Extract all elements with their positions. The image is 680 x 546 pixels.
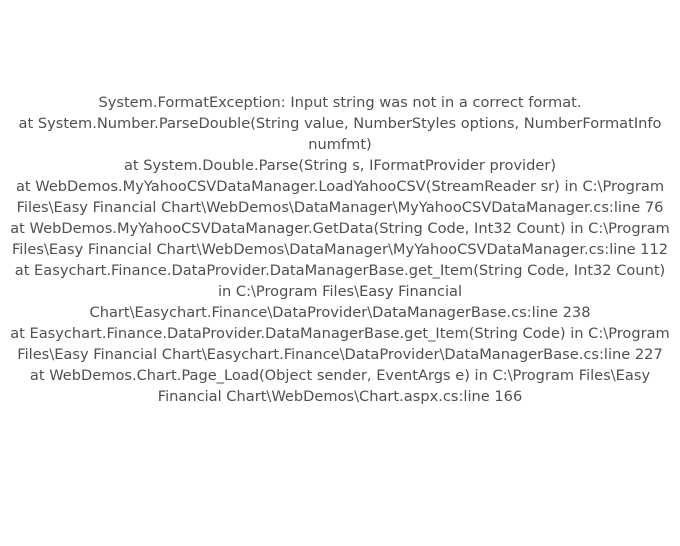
stack-trace-line: System.FormatException: Input string was not in a correct format. [98, 94, 582, 111]
stack-trace-line: at System.Double.Parse(String s, IFormatProvider provider) [123, 157, 557, 174]
stack-trace-line: at Easychart.Finance.DataProvider.DataManagerBase.get_Item(String Code, Int32 Count) in C:\Program Files\Easy Financial Chart\Easychart.Finance\DataProvider\DataManagerBase.cs:line 238 [14, 262, 670, 321]
stack-trace-block [0, 92, 680, 407]
stack-trace-line: at WebDemos.MyYahooCSVDataManager.GetData(String Code, Int32 Count) in C:\Program Files\Easy Financial Chart\WebDemos\DataManager\MyYahooCSVDataManager.cs:line 112 [10, 220, 675, 258]
stack-trace-line: at WebDemos.MyYahooCSVDataManager.LoadYahooCSV(StreamReader sr) in C:\Program Files\Easy Financial Chart\WebDemos\DataManager\MyYahooCSVDataManager.cs:line 76 [15, 178, 669, 216]
stack-trace-line: at WebDemos.Chart.Page_Load(Object sender, EventArgs e) in C:\Program Files\Easy Financial Chart\WebDemos\Chart.aspx.cs:line 166 [29, 367, 655, 405]
stack-trace-line: at System.Number.ParseDouble(String value, NumberStyles options, NumberFormatInfo numfmt) [18, 115, 667, 153]
stack-trace-line: at Easychart.Finance.DataProvider.DataManagerBase.get_Item(String Code) in C:\Program Files\Easy Financial Chart\Easychart.Finance\DataProvider\DataManagerBase.cs:line 227 [10, 325, 675, 363]
